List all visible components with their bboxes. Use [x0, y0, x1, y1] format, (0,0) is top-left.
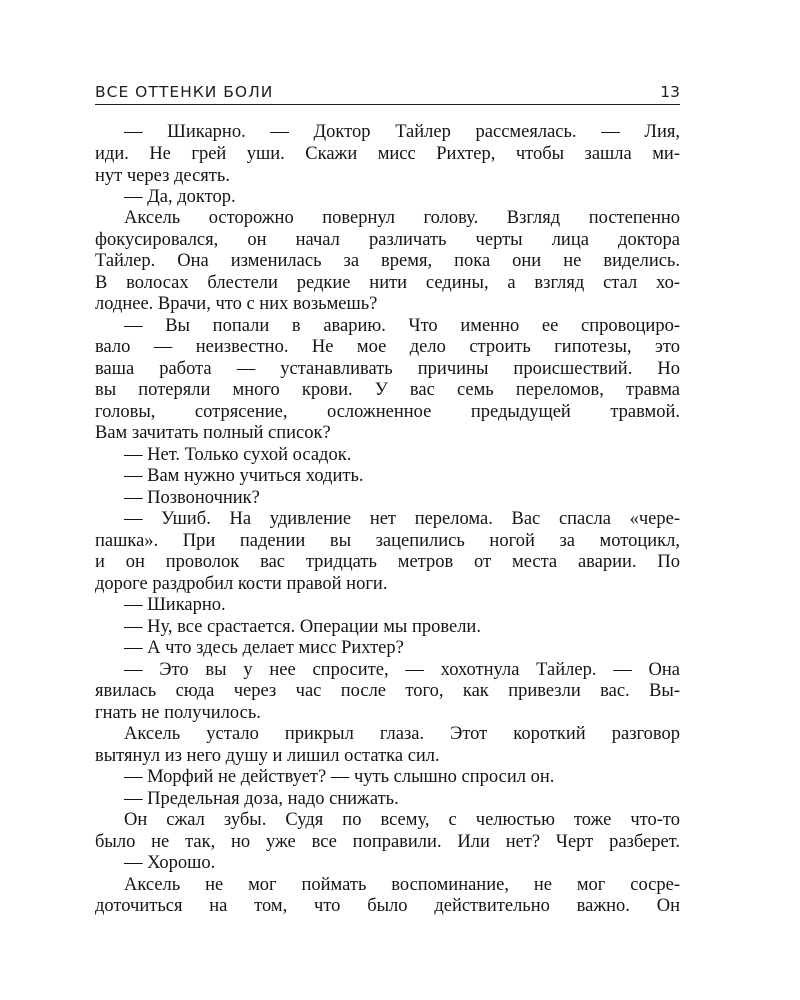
text-line: — Ушиб. На удивление нет перелома. Вас спасла «чере-: [124, 509, 680, 529]
text-line: — Да, доктор.: [124, 187, 236, 207]
text-line: фокусировался, он начал различать черты лица доктора: [95, 230, 680, 250]
text-line: доточиться на том, что было действительно важно. Он: [95, 896, 680, 916]
text-line: — Нет. Только сухой осадок.: [124, 445, 352, 465]
text-line: дороге раздробил кости правой ноги.: [95, 574, 388, 594]
text-line: Тайлер. Она изменилась за время, пока они не виделись.: [95, 251, 680, 271]
text-line: и он проволок вас тридцать метров от места аварии. По: [95, 552, 680, 572]
text-line: — Вы попали в аварию. Что именно ее спровоциро-: [124, 316, 680, 336]
text-line: Аксель не мог поймать воспоминание, не мог сосре-: [124, 875, 680, 895]
text-line: — Ну, все срастается. Операции мы провели.: [124, 617, 481, 637]
text-line: — Позвоночник?: [124, 488, 260, 508]
text-line: ваша работа — устанавливать причины происшествий. Но: [95, 359, 680, 379]
text-line: явилась сюда через час после того, как привезли вас. Вы-: [95, 681, 680, 701]
running-title: ВСЕ ОТТЕНКИ БОЛИ: [95, 83, 274, 101]
text-line: — Шикарно. — Доктор Тайлер рассмеялась. — Лия,: [124, 122, 680, 142]
text-line: — Шикарно.: [124, 595, 226, 615]
text-line: В волосах блестели редкие нити седины, а взгляд стал хо-: [95, 273, 680, 293]
text-line: вало — неизвестно. Не мое дело строить гипотезы, это: [95, 337, 680, 357]
header-rule: [95, 104, 680, 105]
text-line: — Это вы у нее спросите, — хохотнула Тайлер. — Она: [124, 660, 680, 680]
text-line: Аксель устало прикрыл глаза. Этот короткий разговор: [124, 724, 680, 744]
text-line: — Морфий не действует? — чуть слышно спросил он.: [124, 767, 555, 787]
text-line: головы, сотрясение, осложненное предыдущей травмой.: [95, 402, 680, 422]
text-line: было не так, но уже все поправили. Или нет? Черт разберет.: [95, 832, 680, 852]
text-line: — Предельная доза, надо снижать.: [124, 789, 399, 809]
text-line: гнать не получилось.: [95, 703, 261, 723]
page-number: 13: [660, 83, 680, 101]
text-line: вы потеряли много крови. У вас семь переломов, травма: [95, 380, 680, 400]
text-line: нут через десять.: [95, 166, 230, 186]
text-line: — Хорошо.: [124, 853, 216, 873]
text-line: Вам зачитать полный список?: [95, 423, 331, 443]
text-line: лоднее. Врачи, что с них возьмешь?: [95, 294, 378, 314]
text-line: — А что здесь делает мисс Рихтер?: [124, 638, 404, 658]
text-line: Аксель осторожно повернул голову. Взгляд постепенно: [124, 208, 680, 228]
text-line: пашка». При падении вы зацепились ногой за мотоцикл,: [95, 531, 680, 551]
text-line: — Вам нужно учиться ходить.: [124, 466, 364, 486]
text-line: вытянул из него душу и лишил остатка сил.: [95, 746, 440, 766]
text-line: Он сжал зубы. Судя по всему, с челюстью тоже что-то: [124, 810, 680, 830]
text-line: иди. Не грей уши. Скажи мисс Рихтер, чтобы зашла ми-: [95, 144, 680, 164]
